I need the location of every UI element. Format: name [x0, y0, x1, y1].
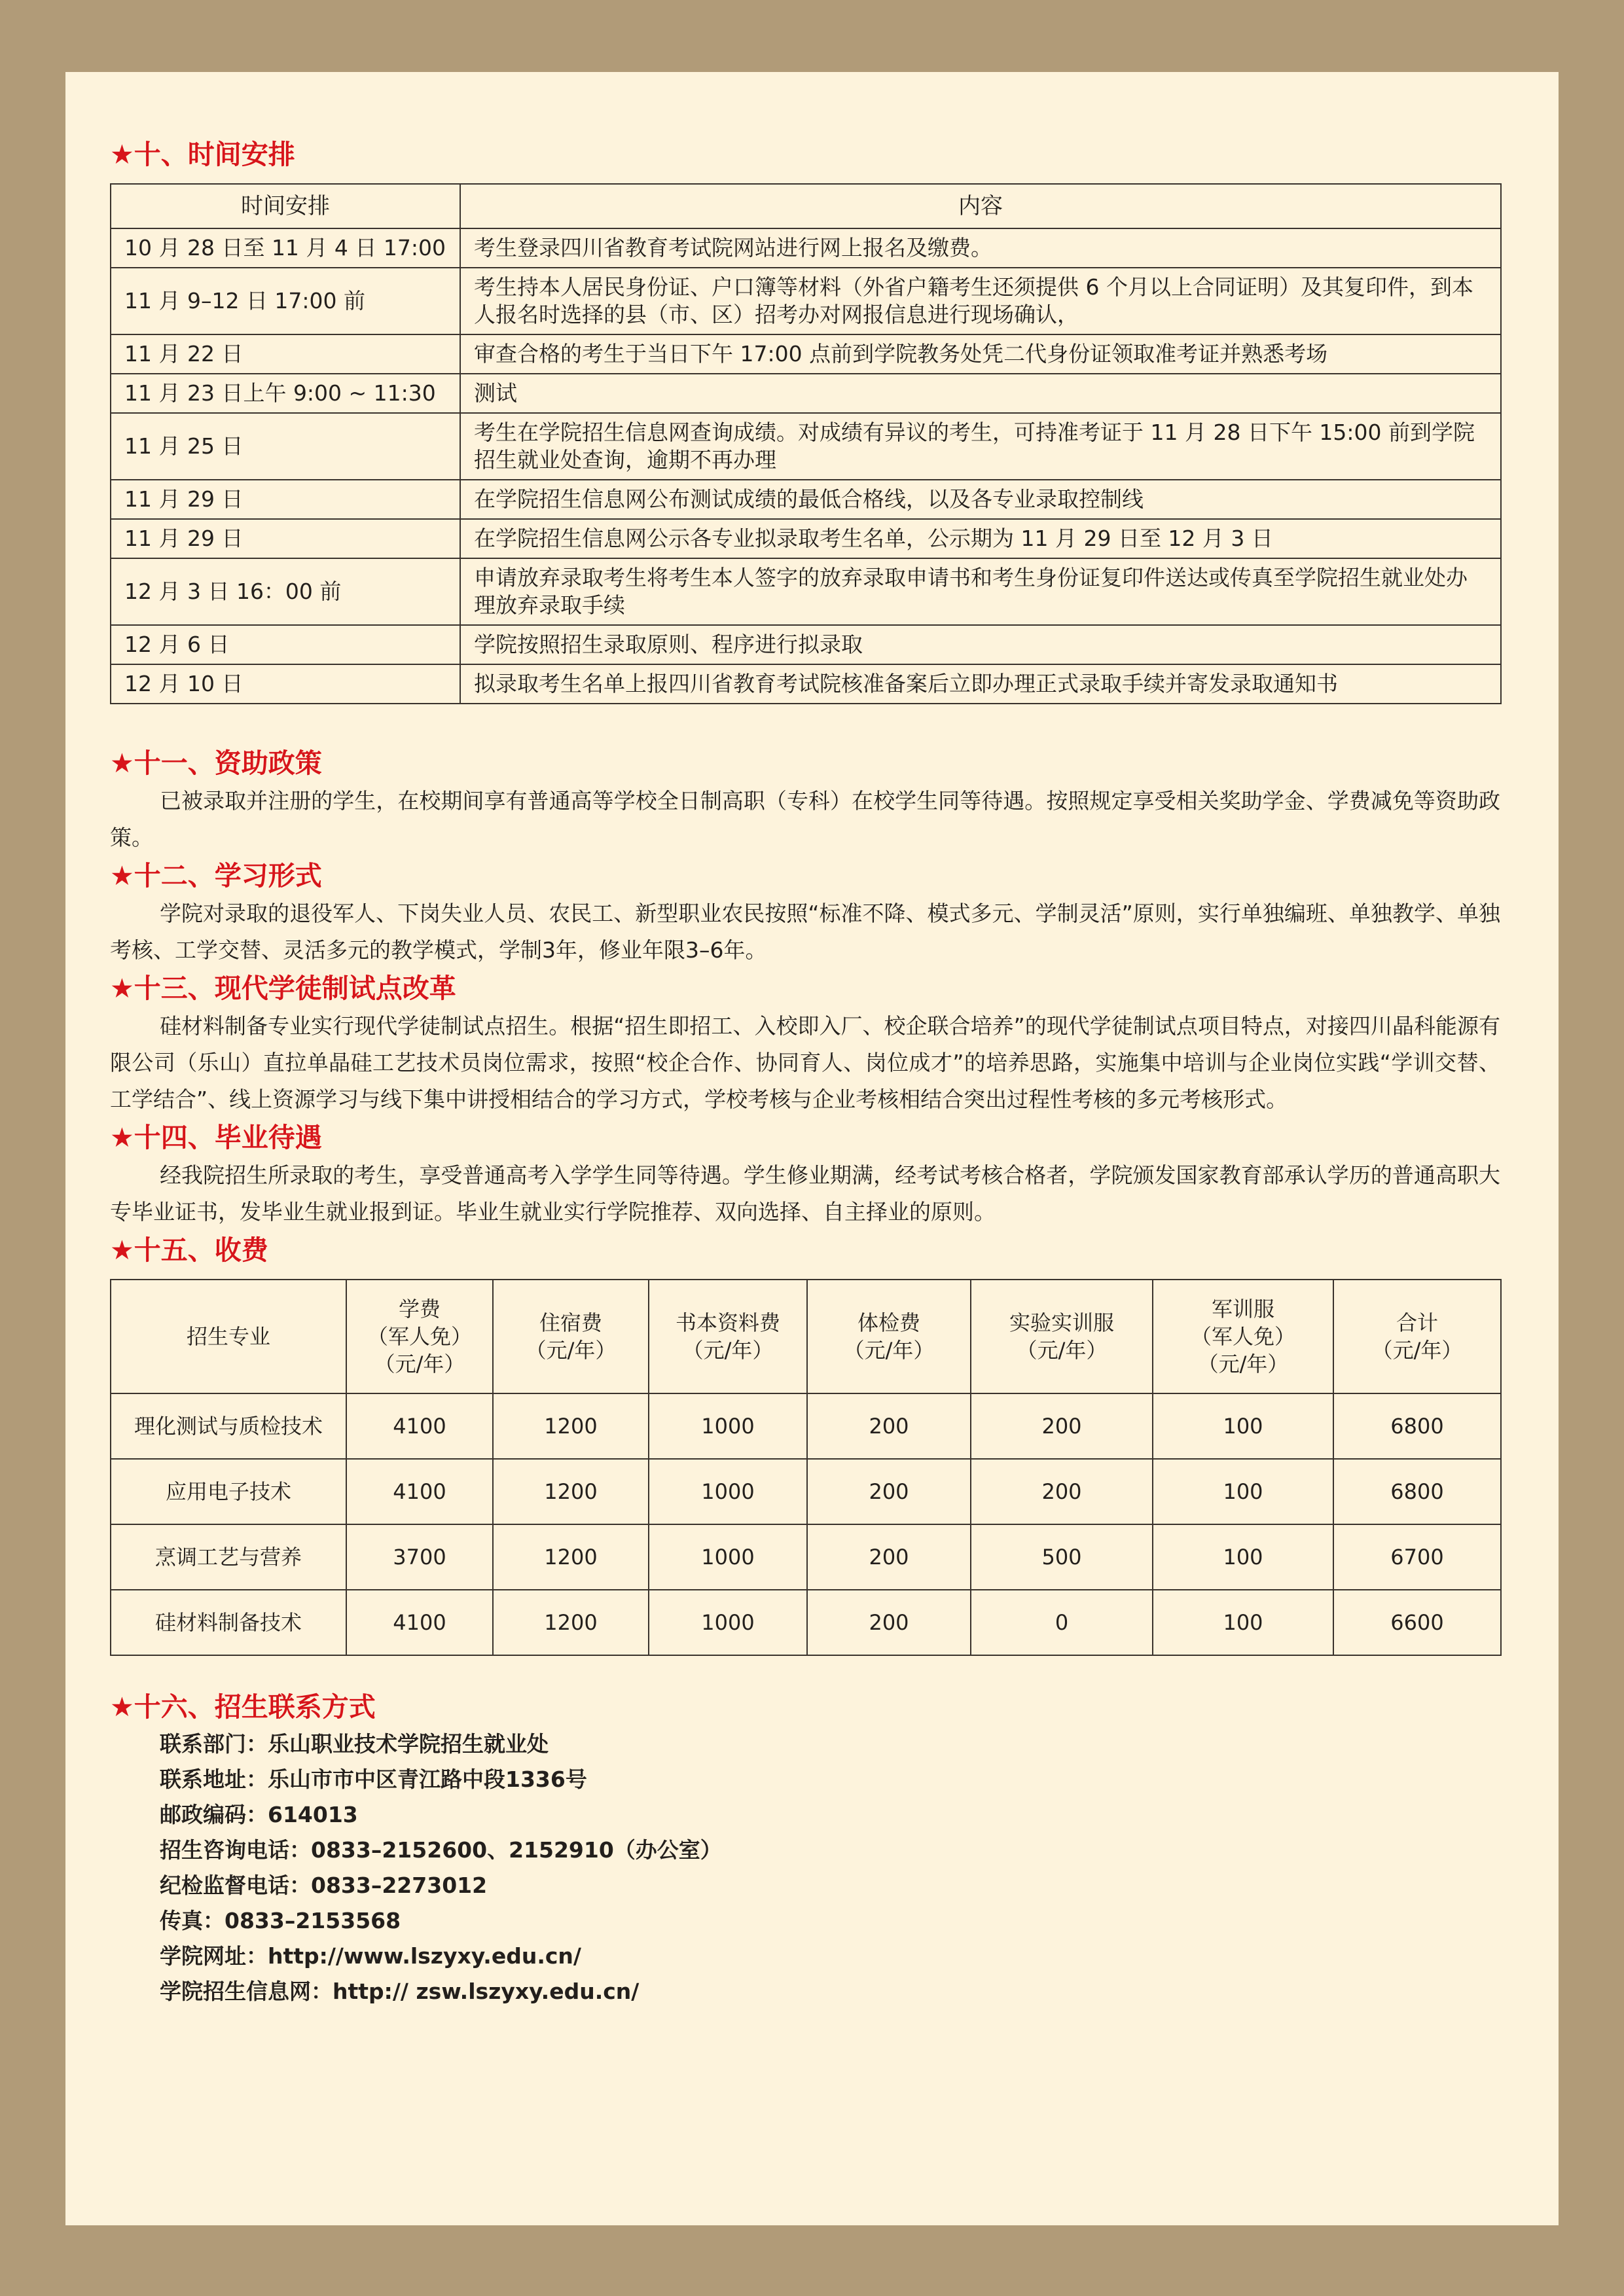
section-title-contact: ★十六、招生联系方式 — [110, 1691, 376, 1723]
schedule-row — [111, 558, 1501, 625]
study-form-paragraph: 学院对录取的退役军人、下岗失业人员、农民工、新型职业农民按照“标准不降、模式多元、学制灵活”原则，实行单独编班、单独教学、单独考核、工学交替、灵活多元的教学模式，学制3年，修业年限3–6年。 — [110, 901, 1500, 963]
contact-line: 学院网址：http://www.lszyxy.edu.cn/ — [160, 1943, 581, 1969]
fees-header-cell — [807, 1280, 971, 1393]
graduation-paragraph: 经我院招生所录取的考生，享受普通高考入学学生同等待遇。学生修业期满，经考试考核合格者，学院颁发国家教育部承认学历的普通高职大专毕业证书，发毕业生就业报到证。毕业生就业实行学院推荐、双向选择、自主择业的原则。 — [110, 1162, 1500, 1225]
fees-major-cell: 应用电子技术 — [111, 1459, 346, 1524]
fees-major-cell: 烹调工艺与营养 — [111, 1524, 346, 1590]
fees-header-cell — [1333, 1280, 1501, 1393]
fees-header-line: （元/年） — [1371, 1338, 1463, 1363]
fees-value-cell: 6800 — [1333, 1459, 1501, 1524]
fees-header-line: （元/年） — [374, 1352, 465, 1376]
schedule-content-cell: 申请放弃录取考生将考生本人签字的放弃录取申请书和考生身份证复印件送达或传真至学院招生就业处办理放弃录取手续 — [460, 558, 1501, 625]
fees-header-cell — [1153, 1280, 1333, 1393]
contact-line: 联系地址：乐山市市中区青江路中段1336号 — [160, 1767, 587, 1792]
document-content — [110, 135, 1500, 2009]
fees-header-line: （元/年） — [843, 1338, 935, 1363]
fees-value-cell: 100 — [1153, 1459, 1333, 1524]
contact-line: 邮政编码：614013 — [160, 1802, 358, 1827]
fees-value-cell: 4100 — [346, 1393, 493, 1459]
fees-row — [111, 1459, 1501, 1524]
schedule-time-cell: 11 月 22 日 — [111, 334, 460, 374]
section-title-fees: ★十五、收费 — [110, 1234, 268, 1266]
section-title-aid: ★十一、资助政策 — [110, 747, 322, 779]
schedule-row — [111, 519, 1501, 558]
schedule-content-cell: 考生在学院招生信息网查询成绩。对成绩有异议的考生，可持准考证于 11 月 28 日下午 15:00 前到学院招生就业处查询，逾期不再办理 — [460, 413, 1501, 480]
schedule-content-cell: 拟录取考生名单上报四川省教育考试院核准备案后立即办理正式录取手续并寄发录取通知书 — [460, 664, 1501, 704]
fees-value-cell: 1200 — [493, 1524, 649, 1590]
fees-value-cell: 200 — [807, 1459, 971, 1524]
schedule-row — [111, 480, 1501, 519]
fees-header-line: 学费 — [398, 1297, 441, 1321]
schedule-content-cell: 考生登录四川省教育考试院网站进行网上报名及缴费。 — [460, 228, 1501, 268]
schedule-table — [110, 183, 1502, 704]
schedule-time-cell: 11 月 9–12 日 17:00 前 — [111, 268, 460, 334]
schedule-time-cell: 11 月 29 日 — [111, 480, 460, 519]
fees-header-line: 合计 — [1396, 1310, 1438, 1335]
contact-line: 联系部门：乐山职业技术学院招生就业处 — [160, 1731, 549, 1757]
fees-value-cell: 200 — [971, 1459, 1153, 1524]
schedule-row — [111, 413, 1501, 480]
schedule-row — [111, 374, 1501, 413]
schedule-content-cell: 学院按照招生录取原则、程序进行拟录取 — [460, 625, 1501, 664]
schedule-row — [111, 228, 1501, 268]
fees-header-line: 实验实训服 — [1009, 1310, 1114, 1335]
fees-value-cell: 4100 — [346, 1590, 493, 1655]
fees-table — [110, 1279, 1502, 1656]
fees-header-line: （元/年） — [682, 1338, 774, 1363]
fees-value-cell: 3700 — [346, 1524, 493, 1590]
fees-header-line: 招生专业 — [186, 1324, 270, 1349]
fees-header-row — [111, 1280, 1501, 1393]
schedule-content-cell: 在学院招生信息网公布测试成绩的最低合格线，以及各专业录取控制线 — [460, 480, 1501, 519]
schedule-time-cell: 11 月 25 日 — [111, 413, 460, 480]
schedule-row — [111, 334, 1501, 374]
fees-header-line: 军训服 — [1211, 1297, 1274, 1321]
document-page — [65, 72, 1559, 2225]
section-title-apprenticeship: ★十三、现代学徒制试点改革 — [110, 973, 456, 1004]
contact-line: 招生咨询电话：0833–2152600、2152910（办公室） — [160, 1837, 722, 1863]
fees-header-cell — [111, 1280, 346, 1393]
contact-line: 纪检监督电话：0833–2273012 — [160, 1873, 488, 1898]
schedule-content-cell: 在学院招生信息网公示各专业拟录取考生名单，公示期为 11 月 29 日至 12 月 3 日 — [460, 519, 1501, 558]
fees-value-cell: 500 — [971, 1524, 1153, 1590]
fees-major-cell: 理化测试与质检技术 — [111, 1393, 346, 1459]
schedule-row — [111, 268, 1501, 334]
fees-value-cell: 100 — [1153, 1590, 1333, 1655]
fees-value-cell: 100 — [1153, 1524, 1333, 1590]
schedule-body — [111, 228, 1501, 704]
fees-header-cell — [346, 1280, 493, 1393]
fees-value-cell: 100 — [1153, 1393, 1333, 1459]
apprenticeship-paragraph: 硅材料制备专业实行现代学徒制试点招生。根据“招生即招工、入校即入厂、校企联合培养”的现代学徒制试点项目特点，对接四川晶科能源有限公司（乐山）直拉单晶硅工艺技术员岗位需求，按照“校企合作、协同育人、岗位成才”的培养思路，实施集中培训与企业岗位实践“学训交替、工学结合”、线上资源学习与线下集中讲授相结合的学习方式，学校考核与企业考核相结合突出过程性考核的多元考核形式。 — [110, 1013, 1500, 1112]
schedule-time-cell: 11 月 23 日上午 9:00 ~ 11:30 — [111, 374, 460, 413]
fees-value-cell: 1200 — [493, 1459, 649, 1524]
schedule-content-cell: 审查合格的考生于当日下午 17:00 点前到学院教务处凭二代身份证领取准考证并熟悉考场 — [460, 334, 1501, 374]
section-title-graduation: ★十四、毕业待遇 — [110, 1122, 322, 1153]
schedule-content-cell: 考生持本人居民身份证、户口簿等材料（外省户籍考生还须提供 6 个月以上合同证明）及其复印件，到本人报名时选择的县（市、区）招考办对网报信息进行现场确认， — [460, 268, 1501, 334]
fees-value-cell: 6600 — [1333, 1590, 1501, 1655]
fees-value-cell: 200 — [971, 1393, 1153, 1459]
fees-value-cell: 1000 — [649, 1590, 807, 1655]
schedule-time-cell: 12 月 3 日 16：00 前 — [111, 558, 460, 625]
fees-header-line: 体检费 — [857, 1310, 920, 1335]
fees-value-cell: 1000 — [649, 1524, 807, 1590]
schedule-time-cell: 10 月 28 日至 11 月 4 日 17:00 — [111, 228, 460, 268]
fees-value-cell: 1200 — [493, 1393, 649, 1459]
aid-paragraph: 已被录取并注册的学生，在校期间享有普通高等学校全日制高职（专科）在校学生同等待遇。按照规定享受相关奖助学金、学费减免等资助政策。 — [110, 788, 1500, 850]
fees-value-cell: 0 — [971, 1590, 1153, 1655]
schedule-row — [111, 664, 1501, 704]
fees-value-cell: 4100 — [346, 1459, 493, 1524]
fees-header-line: （元/年） — [525, 1338, 617, 1363]
fees-value-cell: 6800 — [1333, 1393, 1501, 1459]
schedule-row — [111, 625, 1501, 664]
section-title-study-form: ★十二、学习形式 — [110, 860, 322, 891]
contact-line: 学院招生信息网：http:// zsw.lszyxy.edu.cn/ — [160, 1979, 640, 2004]
fees-header-line: （元/年） — [1016, 1338, 1108, 1363]
fees-header-line: （元/年） — [1197, 1352, 1289, 1376]
fees-value-cell: 6700 — [1333, 1524, 1501, 1590]
fees-header-line: 住宿费 — [539, 1310, 602, 1335]
schedule-header-row — [111, 184, 1501, 228]
schedule-header-time: 时间安排 — [111, 184, 460, 228]
fees-header-line: 书本资料费 — [675, 1310, 780, 1335]
fees-value-cell: 200 — [807, 1393, 971, 1459]
fees-value-cell: 200 — [807, 1524, 971, 1590]
schedule-time-cell: 12 月 6 日 — [111, 625, 460, 664]
fees-value-cell: 1000 — [649, 1393, 807, 1459]
schedule-time-cell: 11 月 29 日 — [111, 519, 460, 558]
fees-header-line: （军人免） — [367, 1324, 472, 1349]
fees-header-cell — [493, 1280, 649, 1393]
schedule-header-content: 内容 — [460, 184, 1501, 228]
fees-major-cell: 硅材料制备技术 — [111, 1590, 346, 1655]
schedule-content-cell: 测试 — [460, 374, 1501, 413]
fees-value-cell: 1000 — [649, 1459, 807, 1524]
fees-body — [111, 1393, 1501, 1655]
fees-row — [111, 1524, 1501, 1590]
contact-line: 传真：0833–2153568 — [160, 1908, 401, 1933]
fees-value-cell: 1200 — [493, 1590, 649, 1655]
fees-row — [111, 1590, 1501, 1655]
fees-value-cell: 200 — [807, 1590, 971, 1655]
schedule-time-cell: 12 月 10 日 — [111, 664, 460, 704]
fees-row — [111, 1393, 1501, 1459]
fees-header-cell — [649, 1280, 807, 1393]
fees-header-cell — [971, 1280, 1153, 1393]
section-title-schedule: ★十、时间安排 — [110, 139, 295, 170]
fees-header-line: （军人免） — [1190, 1324, 1295, 1349]
contact-list — [110, 1727, 1500, 2009]
